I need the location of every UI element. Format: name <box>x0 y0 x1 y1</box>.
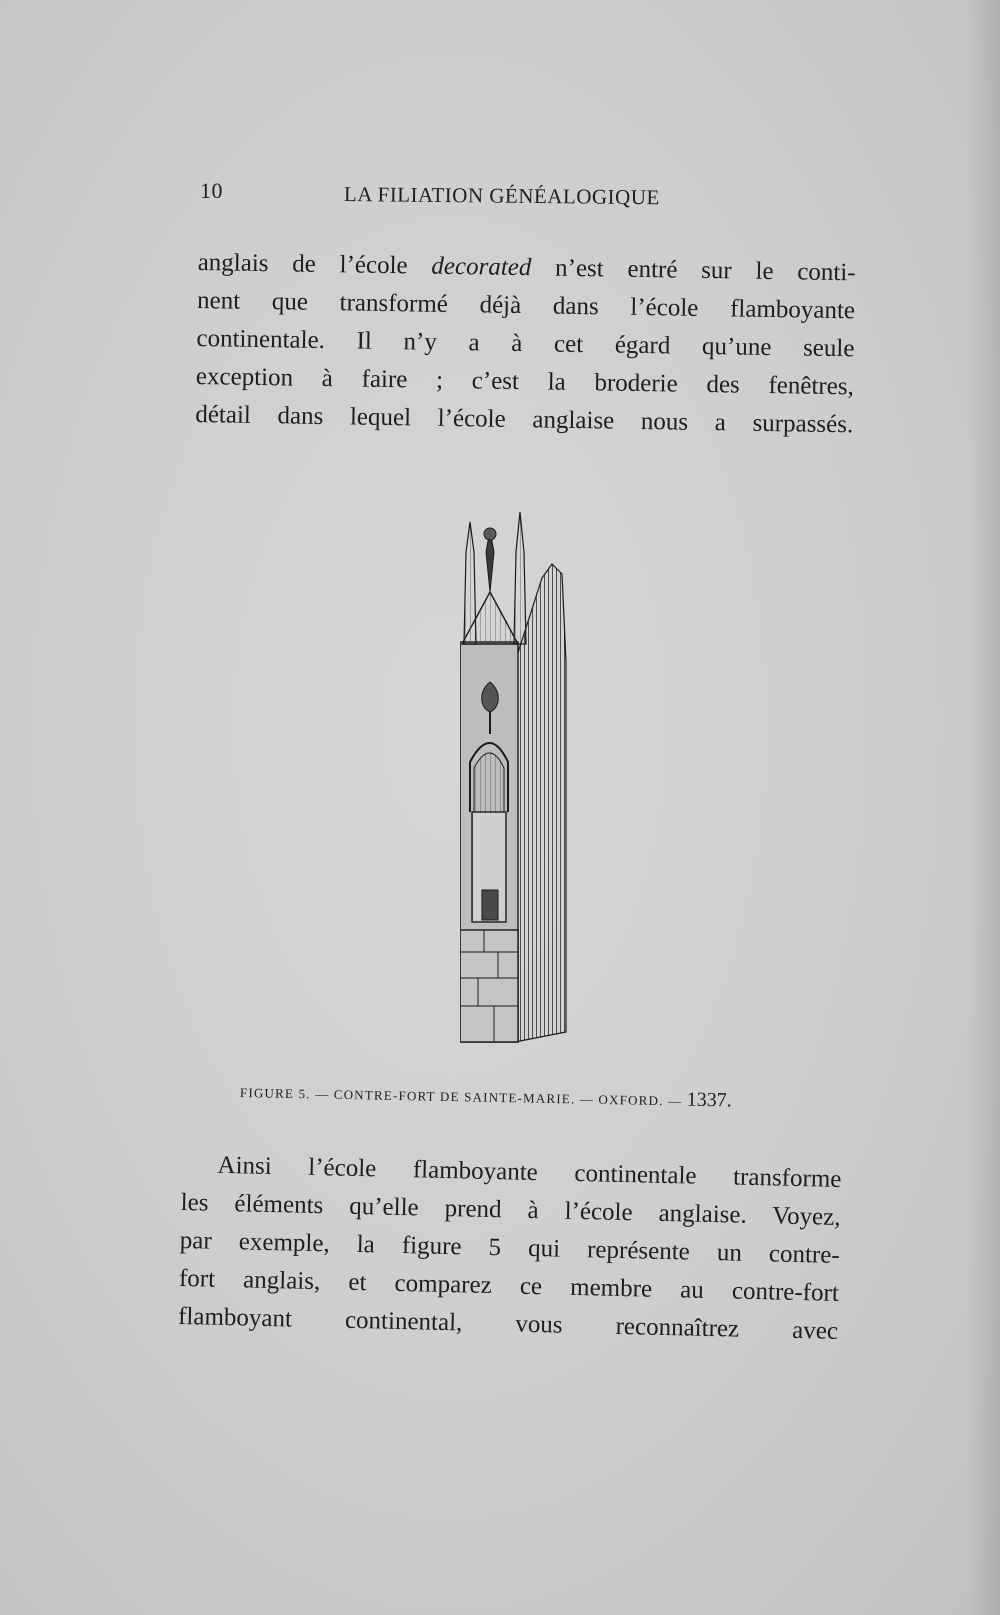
text-line: nent que transformé déjà dans l’école flamboyante <box>196 286 856 325</box>
page-edge-shadow <box>968 0 1000 1615</box>
text-line: Ainsi l’école flamboyante continentale transforme <box>217 1151 842 1193</box>
page-number: 10 <box>200 178 223 203</box>
caption-text: — CONTRE-FORT DE SAINTE-MARIE. — OXFORD. — <box>310 1086 687 1109</box>
text-line: exception à faire ; c’est la broderie des fenêtres, <box>195 362 855 401</box>
text-line: détail dans lequel l’école anglaise nous a surpassés. <box>195 400 854 439</box>
paragraph-1 <box>195 244 856 444</box>
paragraph-2 <box>178 1146 842 1351</box>
figure-caption <box>240 1080 800 1114</box>
running-title: LA FILIATION GÉNÉALOGIQUE <box>343 182 660 210</box>
text-line: fort anglais, et comparez ce membre au contre-fort <box>178 1264 840 1307</box>
caption-label: FIGURE 5. <box>239 1085 311 1102</box>
text-line: par exemple, la figure 5 qui représente un contre- <box>179 1226 840 1269</box>
text-line: anglais de l’école decorated n’est entré sur le conti- <box>197 248 856 287</box>
italic-term: decorated <box>431 252 532 282</box>
text-line: les éléments qu’elle prend à l’école anglaise. Voyez, <box>180 1188 841 1231</box>
text-line: flamboyant continental, vous reconnaîtrez avec <box>177 1302 839 1345</box>
buttress-engraving <box>460 512 590 1072</box>
text-line: continentale. Il n’y a à cet égard qu’une seule <box>196 324 855 363</box>
caption-year: 1337. <box>686 1088 732 1112</box>
